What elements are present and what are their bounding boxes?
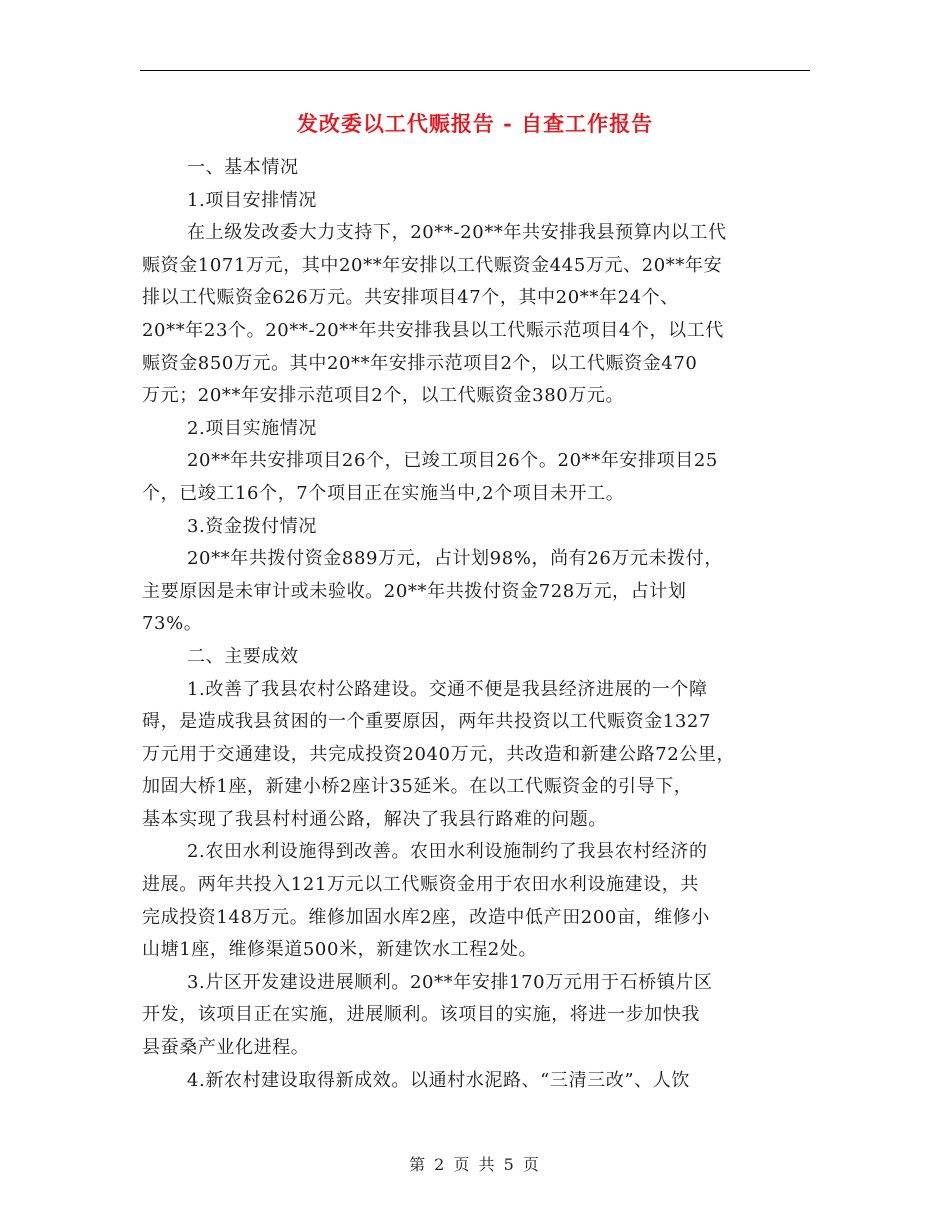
paragraph-line: 3.片区开发建设进展顺利。20**年安排170万元用于石桥镇片区 (187, 971, 713, 993)
paragraph-line: 山塘1座，维修渠道500米，新建饮水工程2处。 (142, 939, 538, 961)
paragraph-line: 4.新农村建设取得新成效。以通村水泥路、“三清三改”、人饮 (187, 1069, 690, 1091)
section-heading: 一、基本情况 (187, 157, 299, 178)
paragraph-line: 加固大桥1座，新建小桥2座计35延米。在以工代赈资金的引导下， (142, 776, 693, 798)
document-body (142, 152, 814, 1097)
paragraph-line: 基本实现了我县村村通公路，解决了我县行路难的问题。 (142, 808, 607, 830)
paragraph-line: 开发，该项目正在实施，进展顺利。该项目的实施，将进一步加快我 (142, 1004, 700, 1026)
paragraph-line: 县蚕桑产业化进程。 (142, 1037, 310, 1059)
paragraph-line: 赈资金1071万元，其中20**年安排以工代赈资金445万元、20**年安 (142, 254, 723, 276)
paragraph-line: 万元；20**年安排示范项目2个，以工代赈资金380万元。 (142, 385, 625, 407)
paragraph-line: 在上级发改委大力支持下，20**-20**年共安排我县预算内以工代 (187, 222, 727, 244)
page-footer: 第 2 页 共 5 页 (409, 1155, 541, 1174)
section-heading: 二、主要成效 (187, 645, 299, 667)
paragraph-line: 万元用于交通建设，共完成投资2040万元，共改造和新建公路72公里， (142, 743, 736, 765)
paragraph-line: 1.改善了我县农村公路建设。交通不便是我县经济进展的一个障 (187, 678, 708, 700)
paragraph-line: 赈资金850万元。其中20**年安排示范项目2个，以工代赈资金470 (142, 352, 698, 374)
paragraph-line: 20**年23个。20**-20**年共安排我县以工代赈示范项目4个，以工代 (142, 319, 724, 341)
paragraph-line: 碍，是造成我县贫困的一个重要原因，两年共投资以工代赈资金1327 (142, 711, 712, 733)
paragraph-line: 排以工代赈资金626万元。共安排项目47个，其中20**年24个、 (142, 287, 679, 309)
paragraph-line: 个，已竣工16个，7个项目正在实施当中,2个项目未开工。 (142, 482, 625, 504)
document-title: 发改委以工代赈报告 - 自查工作报告 (296, 111, 654, 136)
subsection-heading: 1.项目安排情况 (187, 189, 317, 211)
subsection-heading: 3.资金拨付情况 (187, 515, 317, 537)
paragraph-line: 2.农田水利设施得到改善。农田水利设施制约了我县农村经济的 (187, 841, 708, 863)
header-rule (140, 70, 810, 71)
paragraph-line: 73%。 (142, 613, 203, 635)
paragraph-line: 主要原因是未审计或未验收。20**年共拨付资金728万元，占计划 (142, 580, 687, 602)
paragraph-line: 20**年共安排项目26个，已竣工项目26个。20**年安排项目25 (187, 450, 718, 472)
paragraph-line: 20**年共拨付资金889万元，占计划98%，尚有26万元未拨付， (187, 548, 723, 570)
paragraph-line: 进展。两年共投入121万元以工代赈资金用于农田水利设施建设，共 (142, 874, 699, 896)
paragraph-line: 完成投资148万元。维修加固水库2座，改造中低产田200亩，维修小 (142, 906, 710, 928)
subsection-heading: 2.项目实施情况 (187, 417, 317, 439)
